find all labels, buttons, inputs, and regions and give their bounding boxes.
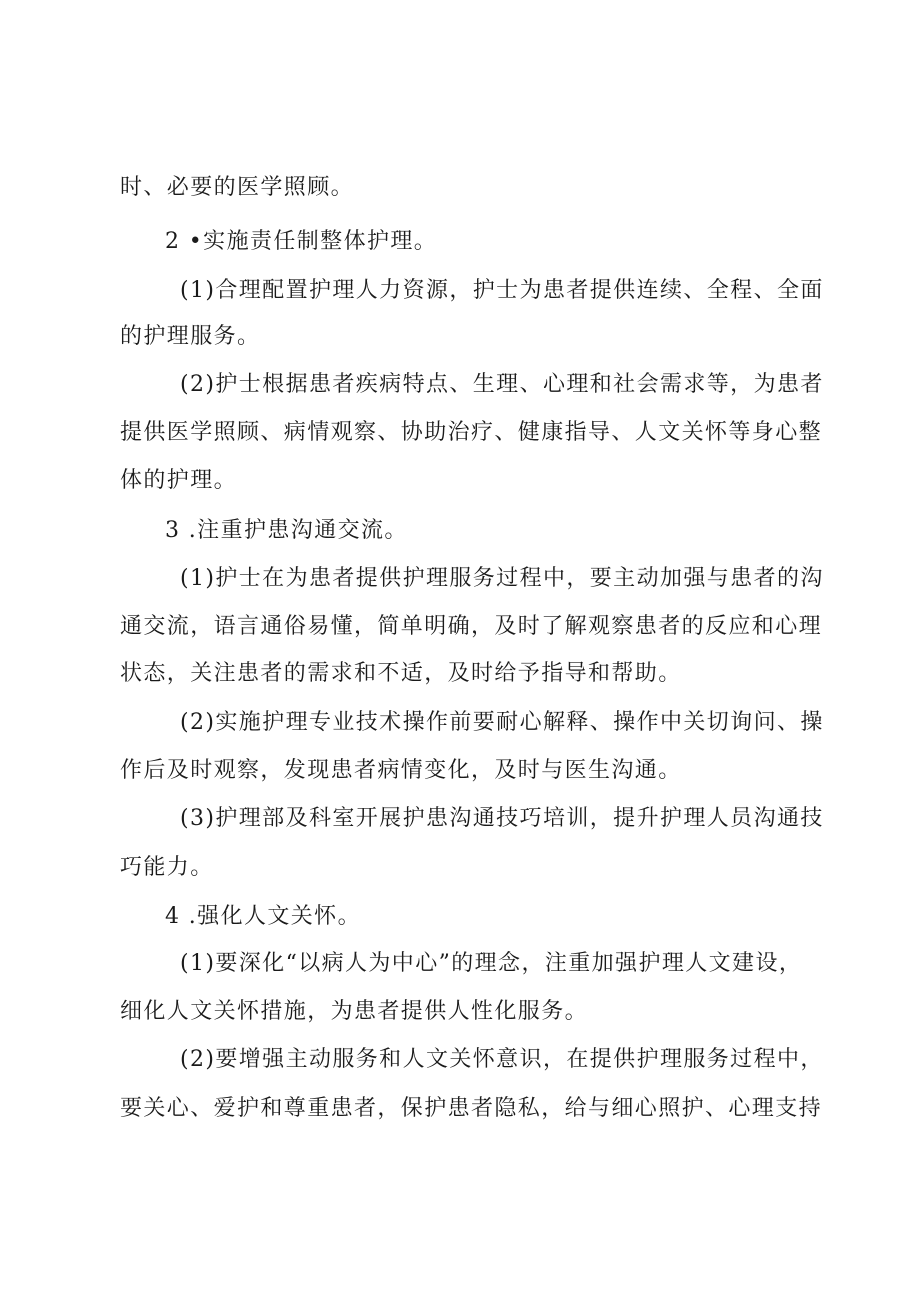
section-heading: 4 .强化人文关怀。 bbox=[165, 904, 361, 929]
paragraph-line: (3)护理部及科室开展护患沟通技巧培训，提升护理人员沟通技 bbox=[180, 806, 824, 831]
section-heading: 2 •实施责任制整体护理。 bbox=[165, 229, 438, 254]
paragraph-line: (2)实施护理专业技术操作前要耐心解释、操作中关切询问、操 bbox=[180, 710, 824, 735]
section-heading: 3 .注重护患沟通交流。 bbox=[165, 518, 408, 543]
paragraph-line: (1)护士在为患者提供护理服务过程中，要主动加强与患者的沟 bbox=[180, 566, 824, 591]
paragraph-line: 的护理服务。 bbox=[120, 324, 261, 349]
paragraph-line: 状态，关注患者的需求和不适，及时给予指导和帮助。 bbox=[120, 661, 682, 686]
paragraph-line: (2)要增强主动服务和人文关怀意识，在提供护理服务过程中， bbox=[180, 1047, 824, 1072]
paragraph-line: (2)护士根据患者疾病特点、生理、心理和社会需求等，为患者 bbox=[180, 372, 824, 397]
paragraph-line: 体的护理。 bbox=[120, 468, 238, 493]
paragraph-line: (1)合理配置护理人力资源，护士为患者提供连续、全程、全面 bbox=[180, 278, 824, 303]
paragraph-line: 时、必要的医学照顾。 bbox=[120, 175, 355, 200]
paragraph-line: (1)要深化“以病人为中心”的理念，注重加强护理人文建设， bbox=[180, 951, 803, 976]
paragraph-line: 通交流，语言通俗易懂，简单明确，及时了解观察患者的反应和心理 bbox=[120, 614, 823, 639]
paragraph-line: 提供医学照顾、病情观察、协助治疗、健康指导、人文关怀等身心整 bbox=[120, 420, 823, 445]
paragraph-line: 细化人文关怀措施，为患者提供人性化服务。 bbox=[120, 999, 589, 1024]
paragraph-line: 要关心、爱护和尊重患者，保护患者隐私，给与细心照护、心理支持 bbox=[120, 1096, 823, 1121]
paragraph-line: 巧能力。 bbox=[120, 855, 214, 880]
paragraph-line: 作后及时观察，发现患者病情变化，及时与医生沟通。 bbox=[120, 758, 682, 783]
